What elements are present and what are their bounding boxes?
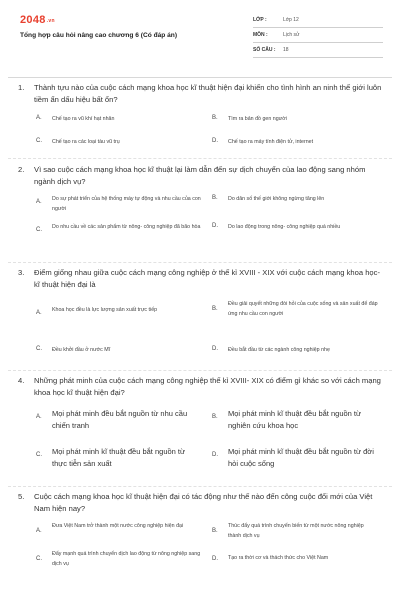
option-letter: B.: [212, 306, 218, 312]
option-text: Mọi phát minh kĩ thuật đều bắt nguồn từ đời hỏi cuộc sống: [228, 447, 374, 468]
question-text: [18, 82, 386, 105]
option-letter: B.: [212, 195, 218, 201]
option-text: Mọi phát minh kĩ thuật đều bắt nguồn từ nghiên cứu khoa học: [228, 409, 362, 430]
option-text: Đều giải quyết những đòi hỏi của cuộc sống và sản xuất để đáp ứng nhu cầu con người: [228, 301, 378, 317]
option-letter: B.: [212, 414, 218, 420]
option-text: Do dân số thế giới không ngừng tăng lên: [228, 196, 325, 202]
logo-text: 2048: [20, 14, 46, 26]
meta-row-count: [253, 43, 383, 58]
option-letter: D.: [212, 138, 218, 144]
site-logo[interactable]: [20, 14, 55, 26]
question-divider: [8, 262, 392, 263]
document-meta: [253, 13, 383, 58]
meta-value: Lớp 12: [283, 17, 299, 23]
option-text: Chế tạo ra vũ khí hạt nhân: [52, 116, 115, 122]
meta-row-class: [253, 13, 383, 28]
option-letter: D.: [212, 346, 218, 352]
option-letter: C.: [36, 556, 42, 562]
question-5: [18, 491, 386, 567]
option-text: Do sự phát triển của hệ thống máy tự động và nhu cầu của con người: [52, 196, 201, 212]
option-text: Chế tạo ra máy tính điện tử, internet: [228, 139, 314, 145]
option-letter: D.: [212, 556, 218, 562]
question-stem: Những phát minh của cuộc cách mạng công nghiệp thế kỉ XVIII- XIX có điểm gì khác so với cách mạng khoa học kĩ thuật hiện đại?: [34, 376, 381, 397]
option-letter: A.: [36, 310, 42, 316]
question-number: 5.: [18, 492, 25, 501]
option-letter: C.: [36, 138, 42, 144]
question-4: [18, 375, 386, 468]
question-number: 4.: [18, 376, 25, 385]
meta-label: SỐ CÂU :: [253, 47, 276, 53]
question-text: [18, 491, 386, 514]
option-letter: A.: [36, 528, 42, 534]
meta-value: 18: [283, 47, 289, 53]
option-text: Thúc đẩy quá trình chuyển biến từ một nước nông nghiệp thành dịch vụ: [228, 523, 364, 539]
meta-label: LỚP :: [253, 17, 267, 23]
question-2: [18, 164, 386, 233]
question-text: [18, 375, 386, 398]
question-divider: [8, 370, 392, 371]
option-text: Tìm ra bản đồ gen người: [228, 116, 287, 122]
logo-tld: .vn: [46, 18, 55, 24]
option-letter: C.: [36, 346, 42, 352]
question-number: 1.: [18, 83, 25, 92]
question-1: [18, 82, 386, 145]
question-stem: Thành tựu nào của cuộc cách mạng khoa học kĩ thuật hiện đại khiến cho tình hình an ninh thế giới luôn tiềm ẩn dấu hiệu bất ổn?: [34, 83, 382, 104]
question-number: 2.: [18, 165, 25, 174]
option-text: Khoa học đều là lực lượng sản xuất trực tiếp: [52, 307, 158, 313]
question-text: [18, 164, 386, 187]
meta-row-subject: [253, 28, 383, 43]
question-3: [18, 267, 386, 353]
option-text: Đều khởi đầu ở nước Mĩ: [52, 347, 111, 353]
option-text: Tạo ra thời cơ và thách thức cho Việt Nam: [228, 555, 329, 561]
meta-label: MÔN :: [253, 32, 268, 38]
option-letter: A.: [36, 414, 42, 420]
option-text: Do lao động trong nông- công nghiệp quá nhiều: [228, 224, 341, 230]
option-text: Mọi phát minh đều bắt nguồn từ nhu cầu chiến tranh: [52, 409, 188, 430]
option-text: Chế tạo ra các loại tàu vũ trụ: [52, 139, 120, 145]
option-letter: D.: [212, 223, 218, 229]
option-letter: C.: [36, 227, 42, 233]
question-text: [18, 267, 386, 290]
question-divider: [8, 158, 392, 159]
question-stem: Cuộc cách mạng khoa học kĩ thuật hiện đại có tác động như thế nào đến công cuộc đổi mới của Việt Nam hiện nay?: [34, 492, 373, 513]
option-text: Đưa Việt Nam trở thành một nước công nghiệp hiện đại: [52, 523, 184, 529]
question-stem: Điểm giống nhau giữa cuộc cách mạng công nghiệp ở thế kỉ XVIII - XIX với cuộc cách mạng khoa học- kĩ thuật hiện đại là: [34, 268, 380, 289]
option-letter: C.: [36, 452, 42, 458]
option-letter: A.: [36, 199, 42, 205]
page-header: [0, 0, 400, 78]
document-title: Tổng hợp câu hỏi nâng cao chương 6 (Có đáp án): [20, 32, 178, 39]
question-number: 3.: [18, 268, 25, 277]
option-letter: A.: [36, 115, 42, 121]
meta-value: Lịch sử: [283, 32, 300, 38]
option-text: Đều bắt đầu từ các ngành công nghiệp nhẹ: [228, 347, 330, 353]
option-letter: D.: [212, 452, 218, 458]
option-letter: B.: [212, 528, 218, 534]
option-text: Do nhu cầu về các sản phẩm từ nông- công nghiệp đã bão hòa: [52, 224, 201, 230]
option-letter: B.: [212, 115, 218, 121]
option-text: Mọi phát minh kĩ thuật đều bắt nguồn từ thực tiễn sản xuất: [52, 447, 186, 468]
option-text: Đẩy mạnh quá trình chuyển dịch lao động từ nông nghiệp sang dịch vụ: [52, 551, 201, 567]
question-stem: Vì sao cuộc cách mạng khoa học kĩ thuật lại làm dẫn đến sự dịch chuyển của lao động sang nhóm ngành dịch vụ?: [34, 165, 366, 186]
header-divider: [8, 77, 392, 78]
question-divider: [8, 486, 392, 487]
